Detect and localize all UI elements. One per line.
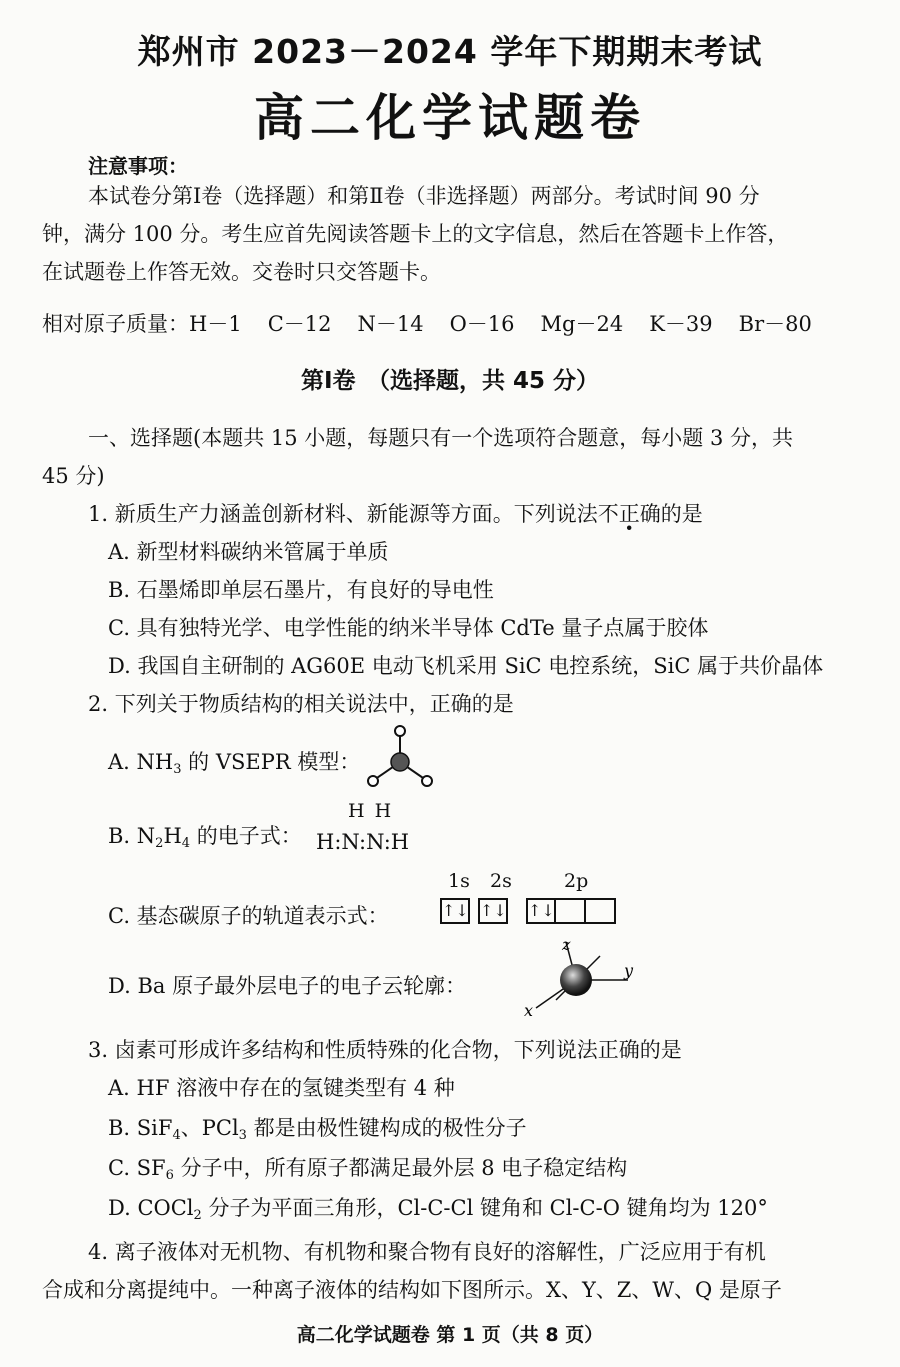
page-footer: 高二化学试题卷 第 1 页（共 8 页） <box>296 1324 604 1346</box>
q3-option-a: A. HF 溶液中存在的氢键类型有 4 种 <box>108 1076 455 1100</box>
atomic-mass-item: N－14 <box>357 312 424 336</box>
notice-heading: 注意事项： <box>88 154 188 178</box>
instruction-line-2: 45 分) <box>42 464 105 488</box>
electron-formula-main: H:N:N:H <box>316 830 410 854</box>
axis-label-y: y <box>624 961 634 980</box>
q2-option-d: D. Ba 原子最外层电子的电子云轮廓： <box>108 974 467 998</box>
electron-formula-top: H H <box>348 800 394 822</box>
orbital-label-1s: 1s <box>448 870 470 892</box>
atomic-mass-item: Mg－24 <box>540 312 624 336</box>
q2-option-a: A. $NH_3$ 的 VSEPR 模型： <box>108 750 361 777</box>
instruction-line-1: 一、选择题(本题共 15 小题，每题只有一个选项符合题意，每小题 3 分，共 <box>88 426 793 450</box>
orbital-diagram <box>440 898 616 924</box>
q3-stem: 3. 卤素可形成许多结构和性质特殊的化合物，下列说法正确的是 <box>88 1038 682 1062</box>
atomic-masses-label: 相对原子质量： <box>42 312 189 336</box>
vsepr-model-diagram <box>356 722 446 792</box>
q1-option-d: D. 我国自主研制的 AG60E 电动飞机采用 SiC 电控系统，SiC 属于共价晶体 <box>108 654 824 678</box>
exam-title: 郑州市 2023－2024 学年下期期末考试 <box>137 32 763 71</box>
orbital-box-2p <box>556 898 586 924</box>
atomic-mass-item: H－1 <box>189 312 242 336</box>
orbital-box-2p <box>586 898 616 924</box>
q1-option-a: A. 新型材料碳纳米管属于单质 <box>108 540 389 564</box>
q2-stem: 2. 下列关于物质结构的相关说法中，正确的是 <box>88 692 514 716</box>
q1-stem: 1. 新质生产力涵盖创新材料、新能源等方面。下列说法不正确的是 <box>88 502 703 526</box>
q3-option-b: B. SiF$_4$、PCl$_3$ 都是由极性键构成的极性分子 <box>108 1116 527 1143</box>
q1-option-c: C. 具有独特光学、电学性能的纳米半导体 CdTe 量子点属于胶体 <box>108 616 709 640</box>
q2-option-b: B. $N_2H_4$ 的电子式： <box>108 824 302 851</box>
section-title: 第Ⅰ卷 （选择题，共 45 分） <box>300 368 600 394</box>
q1-option-b: B. 石墨烯即单层石墨片，有良好的导电性 <box>108 578 494 602</box>
notice-line-3: 在试题卷上作答无效。交卷时只交答题卡。 <box>42 260 441 284</box>
atomic-masses <box>42 308 812 338</box>
orbital-label-2p: 2p <box>564 870 589 892</box>
axis-label-x: x <box>524 1001 534 1020</box>
notice-line-2: 钟，满分 100 分。考生应首先阅读答题卡上的文字信息，然后在答题卡上作答， <box>42 222 789 246</box>
orbital-box-2s: ↑↓ <box>478 898 508 924</box>
q2-option-c: C. 基态碳原子的轨道表示式： <box>108 904 389 928</box>
orbital-box-1s: ↑↓ <box>440 898 470 924</box>
q4-line-2: 合成和分离提纯中。一种离子液体的结构如下图所示。X、Y、Z、W、Q 是原子 <box>42 1278 782 1302</box>
q4-line-1: 4. 离子液体对无机物、有机物和聚合物有良好的溶解性，广泛应用于有机 <box>88 1240 766 1264</box>
orbital-label-2s: 2s <box>490 870 512 892</box>
axis-label-z: z <box>562 936 571 954</box>
atomic-mass-item: Br－80 <box>738 312 812 336</box>
notice-line-1: 本试卷分第Ⅰ卷（选择题）和第Ⅱ卷（非选择题）两部分。考试时间 90 分 <box>88 184 760 208</box>
orbital-box-2p: ↑↓ <box>526 898 556 924</box>
atomic-mass-item: K－39 <box>649 312 713 336</box>
atomic-mass-item: O－16 <box>449 312 515 336</box>
atomic-mass-item: C－12 <box>267 312 332 336</box>
exam-subject-title: 高二化学试题卷 <box>254 89 646 147</box>
electron-cloud-diagram <box>520 936 640 1020</box>
q1-emphasis: 不正确 <box>597 502 661 526</box>
q3-option-d: D. COCl$_2$ 分子为平面三角形，Cl-C-Cl 键角和 Cl-C-O 键角均为 120° <box>108 1196 768 1223</box>
q3-option-c: C. $SF_6$ 分子中，所有原子都满足最外层 8 电子稳定结构 <box>108 1156 628 1183</box>
